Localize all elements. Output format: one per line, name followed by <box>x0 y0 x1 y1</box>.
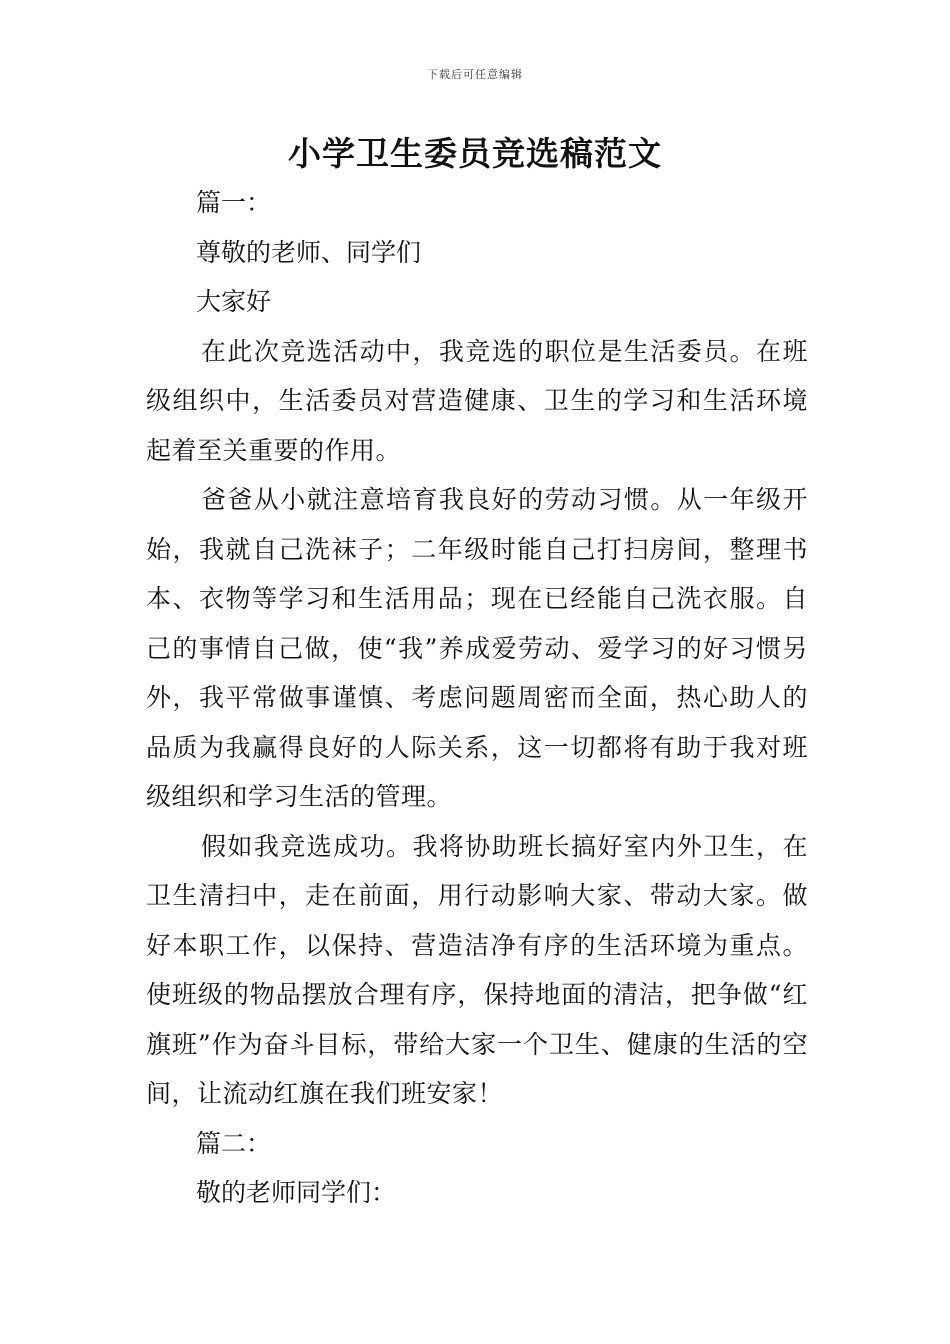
hello-line: 大家好 <box>196 287 272 316</box>
paragraph-2: 爸爸从小就注意培育我良好的劳动习惯。从一年级开始，我就自己洗袜子；二年级时能自己打扫房间，整理书本、衣物等学习和生活用品；现在已经能自己洗衣服。自己的事情自己做，使“我”养成爱劳动、爱学习的好习惯另外，我平常做事谨慎、考虑问题周密而全面，热心助人的品质为我赢得良好的人际关系，这一切都将有助于我对班级组织和学习生活的管理。 <box>146 485 808 811</box>
document-title: 小学卫生委员竞选稿范文 <box>288 134 662 173</box>
greeting-line: 尊敬的老师、同学们 <box>196 237 422 267</box>
paragraph-1: 在此次竞选活动中，我竞选的职位是生活委员。在班级组织中，生活委员对营造健康、卫生的学习和生活环境起着至关重要的作用。 <box>146 336 808 465</box>
document-body <box>146 178 808 1218</box>
part-two-label: 篇二： <box>196 1128 272 1158</box>
paragraph-3: 假如我竞选成功。我将协助班长搞好室内外卫生，在卫生清扫中，走在前面，用行动影响大家、带动大家。做好本职工作，以保持、营造洁净有序的生活环境为重点。使班级的物品摆放合理有序，保持地面的清洁，把争做“红旗班”作为奋斗目标，带给大家一个卫生、健康的生活的空间，让流动红旗在我们班安家！ <box>146 831 808 1108</box>
greeting-line-2: 敬的老师同学们： <box>196 1178 397 1207</box>
header-note: 下载后可任意编辑 <box>427 68 523 81</box>
part-one-label: 篇一： <box>196 188 272 217</box>
